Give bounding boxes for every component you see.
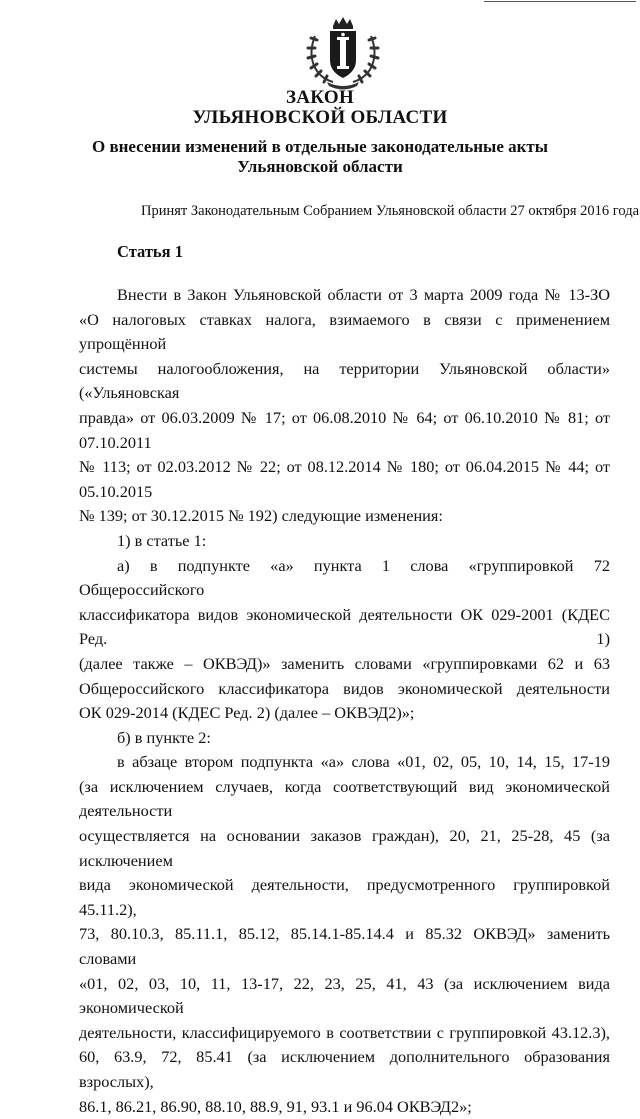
- item-b: б) в пункте 2:: [117, 727, 211, 747]
- text-line: системы налогообложения, на территории Ульяновской области» («Ульяновская: [79, 358, 610, 403]
- text-line: (за исключением случаев, когда соответствующий вид экономической деятельности: [79, 776, 610, 821]
- text-line: 73, 80.10.3, 85.11.1, 85.12, 85.14.1-85.14.4 и 85.32 ОКВЭД» заменить словами: [79, 924, 610, 969]
- text-line: вида экономической деятельности, предусмотренного группировкой 45.11.2),: [79, 875, 610, 919]
- text-line: деятельности, классифицируемого в соответствии с группировкой 43.12.3),: [79, 1022, 610, 1042]
- region-title: УЛЬЯНОВСКОЙ ОБЛАСТИ: [192, 107, 448, 128]
- text-line: правда» от 06.03.2009 № 17; от 06.08.2010 № 64; от 06.10.2010 № 81; от 07.10.2011: [79, 407, 610, 452]
- text-line: «01, 02, 03, 10, 11, 13-17, 22, 23, 25, 41, 43 (за исключением вида экономической: [79, 973, 610, 1018]
- text-line: осуществляется на основании заказов граждан), 20, 21, 25-28, 45 (за исключением: [79, 826, 610, 870]
- item-1: 1) в статье 1:: [117, 530, 207, 550]
- text-line: в абзаце втором подпункта «а» слова «01, 02, 05, 10, 14, 15, 17-19: [117, 752, 610, 772]
- adoption-note: Принят Законодательным Собранием Ульяновской области 27 октября 2016 года: [141, 203, 640, 219]
- text-line: 86.1, 86.21, 86.90, 88.10, 88.9, 91, 93.1 и 96.04 ОКВЭД2»;: [79, 1096, 472, 1116]
- article-body: [79, 283, 610, 1119]
- text-line: классификатора видов экономической деятельности ОК 029-2001 (КДЕС Ред. 1): [79, 604, 610, 649]
- top-rule: [484, 1, 636, 2]
- article-heading: Статья 1: [117, 242, 183, 261]
- text-line: Общероссийского классификатора видов экономической деятельности: [79, 678, 610, 698]
- text-line: ОК 029-2014 (КДЕС Ред. 2) (далее – ОКВЭД2)»;: [79, 703, 415, 723]
- text-line: а) в подпункте «а» пункта 1 слова «группировкой 72 Общероссийского: [79, 555, 610, 600]
- text-line: № 139; от 30.12.2015 № 192) следующие изменения:: [79, 506, 443, 526]
- law-subject-line-2: Ульяновской области: [237, 157, 403, 176]
- coat-of-arms-emblem: [303, 16, 383, 92]
- text-line: № 113; от 02.03.2012 № 22; от 08.12.2014 № 180; от 06.04.2015 № 44; от 05.10.2015: [79, 457, 610, 501]
- law-label: ЗАКОН: [285, 87, 355, 108]
- text-line: «О налоговых ставках налога, взимаемого в связи с применением упрощённой: [79, 309, 610, 354]
- text-line: Внести в Закон Ульяновской области от 3 марта 2009 года № 13-ЗО: [117, 285, 610, 304]
- text-line: (далее также – ОКВЭД)» заменить словами «группировками 62 и 63: [79, 653, 610, 673]
- text-line: 60, 63.9, 72, 85.41 (за исключением дополнительного образования взрослых),: [79, 1047, 610, 1091]
- law-subject-line-1: О внесении изменений в отдельные законодательные акты: [91, 137, 549, 156]
